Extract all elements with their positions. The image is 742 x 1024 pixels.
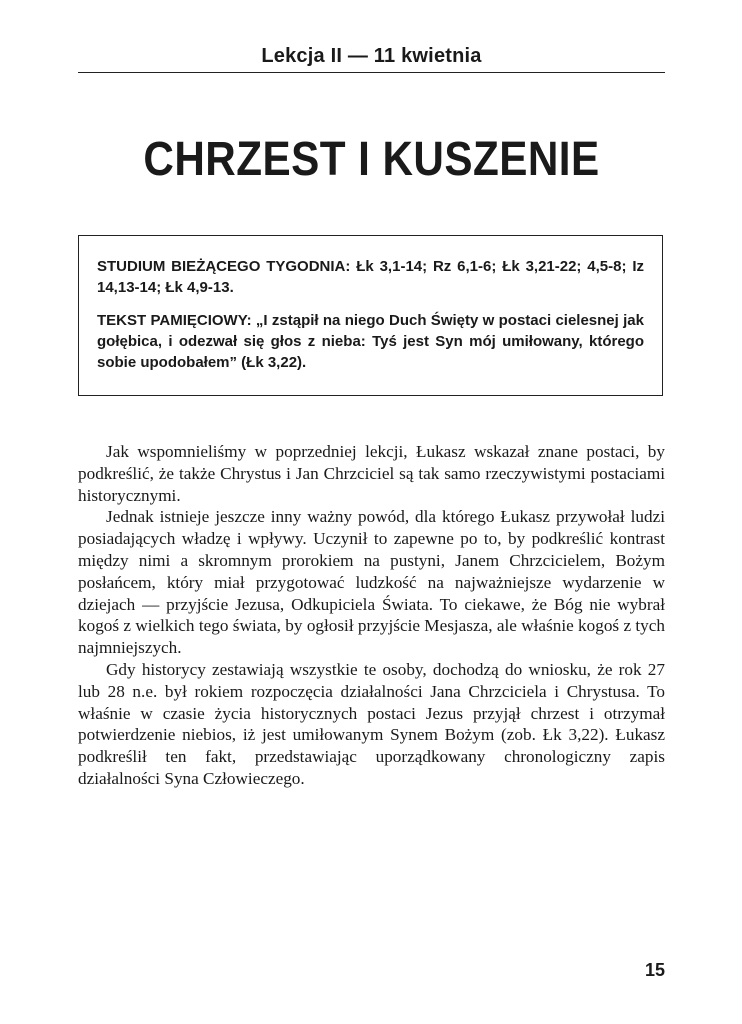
page-title: CHRZEST I KUSZENIE — [143, 133, 600, 186]
paragraph: Jednak istnieje jeszcze inny ważny powód, dla którego Łukasz przywołał ludzi posiadających władzę i wpływy. Uczynił to zapewne po to, by podkreślić kontrast między nimi a skromnym prorokiem na pustyni, Janem Chrzcicielem, Bożym posłańcem, który miał przygotować ludzkość na najważniejsze wydarzenie w dziejach — przyjście Jezusa, Odkupiciela Świata. To ciekawe, że Bóg nie wybrał kogoś z wielkich tego świata, by ogłosił przyjście Mesjasza, ale właśnie kogoś z tych najmniejszych. — [78, 507, 665, 658]
memory-verse — [97, 310, 644, 373]
paragraph: Jak wspomnieliśmy w poprzedniej lekcji, Łukasz wskazał znane postaci, by podkreślić, że także Chrystus i Jan Chrzciciel są tak samo rzeczywistymi postaciami historycznymi. — [78, 442, 665, 505]
lesson-heading: Lekcja II — 11 kwietnia — [261, 45, 482, 67]
paragraph: Gdy historycy zestawiają wszystkie te osoby, dochodzą do wniosku, że rok 27 lub 28 n.e. był rokiem rozpoczęcia działalności Jana Chrzciciela i Chrystusa. To właśnie w czasie życia historycznych postaci Jezus przyjął chrzest i otrzymał potwierdzenie niebios, iż jest umiłowanym Synem Bożym (zob. Łk 3,22). Łukasz podkreślił ten fakt, przedstawiając uporządkowany chronologiczny zapis działalności Syna Człowieczego. — [78, 659, 665, 788]
memory-label: TEKST PAMIĘCIOWY: — [97, 312, 252, 329]
study-label: STUDIUM BIEŻĄCEGO TYGODNIA: — [97, 258, 351, 275]
body-text — [78, 441, 665, 790]
study-references — [97, 256, 644, 298]
page-number: 15 — [644, 960, 665, 980]
running-header — [78, 40, 665, 73]
study-box — [78, 235, 663, 396]
study-text: Łk 3,1-14; Rz 6,1-6; Łk 3,21-22; 4,5-8; Iz 14,13-14; Łk 4,9-13. — [97, 258, 644, 296]
memory-text: „I zstąpił na niego Duch Święty w postaci cielesnej jak gołębica, i odezwał się głos z nieba: Tyś jest Syn mój umiłowany, którego sobie upodobałem” (Łk 3,22). — [97, 312, 644, 371]
